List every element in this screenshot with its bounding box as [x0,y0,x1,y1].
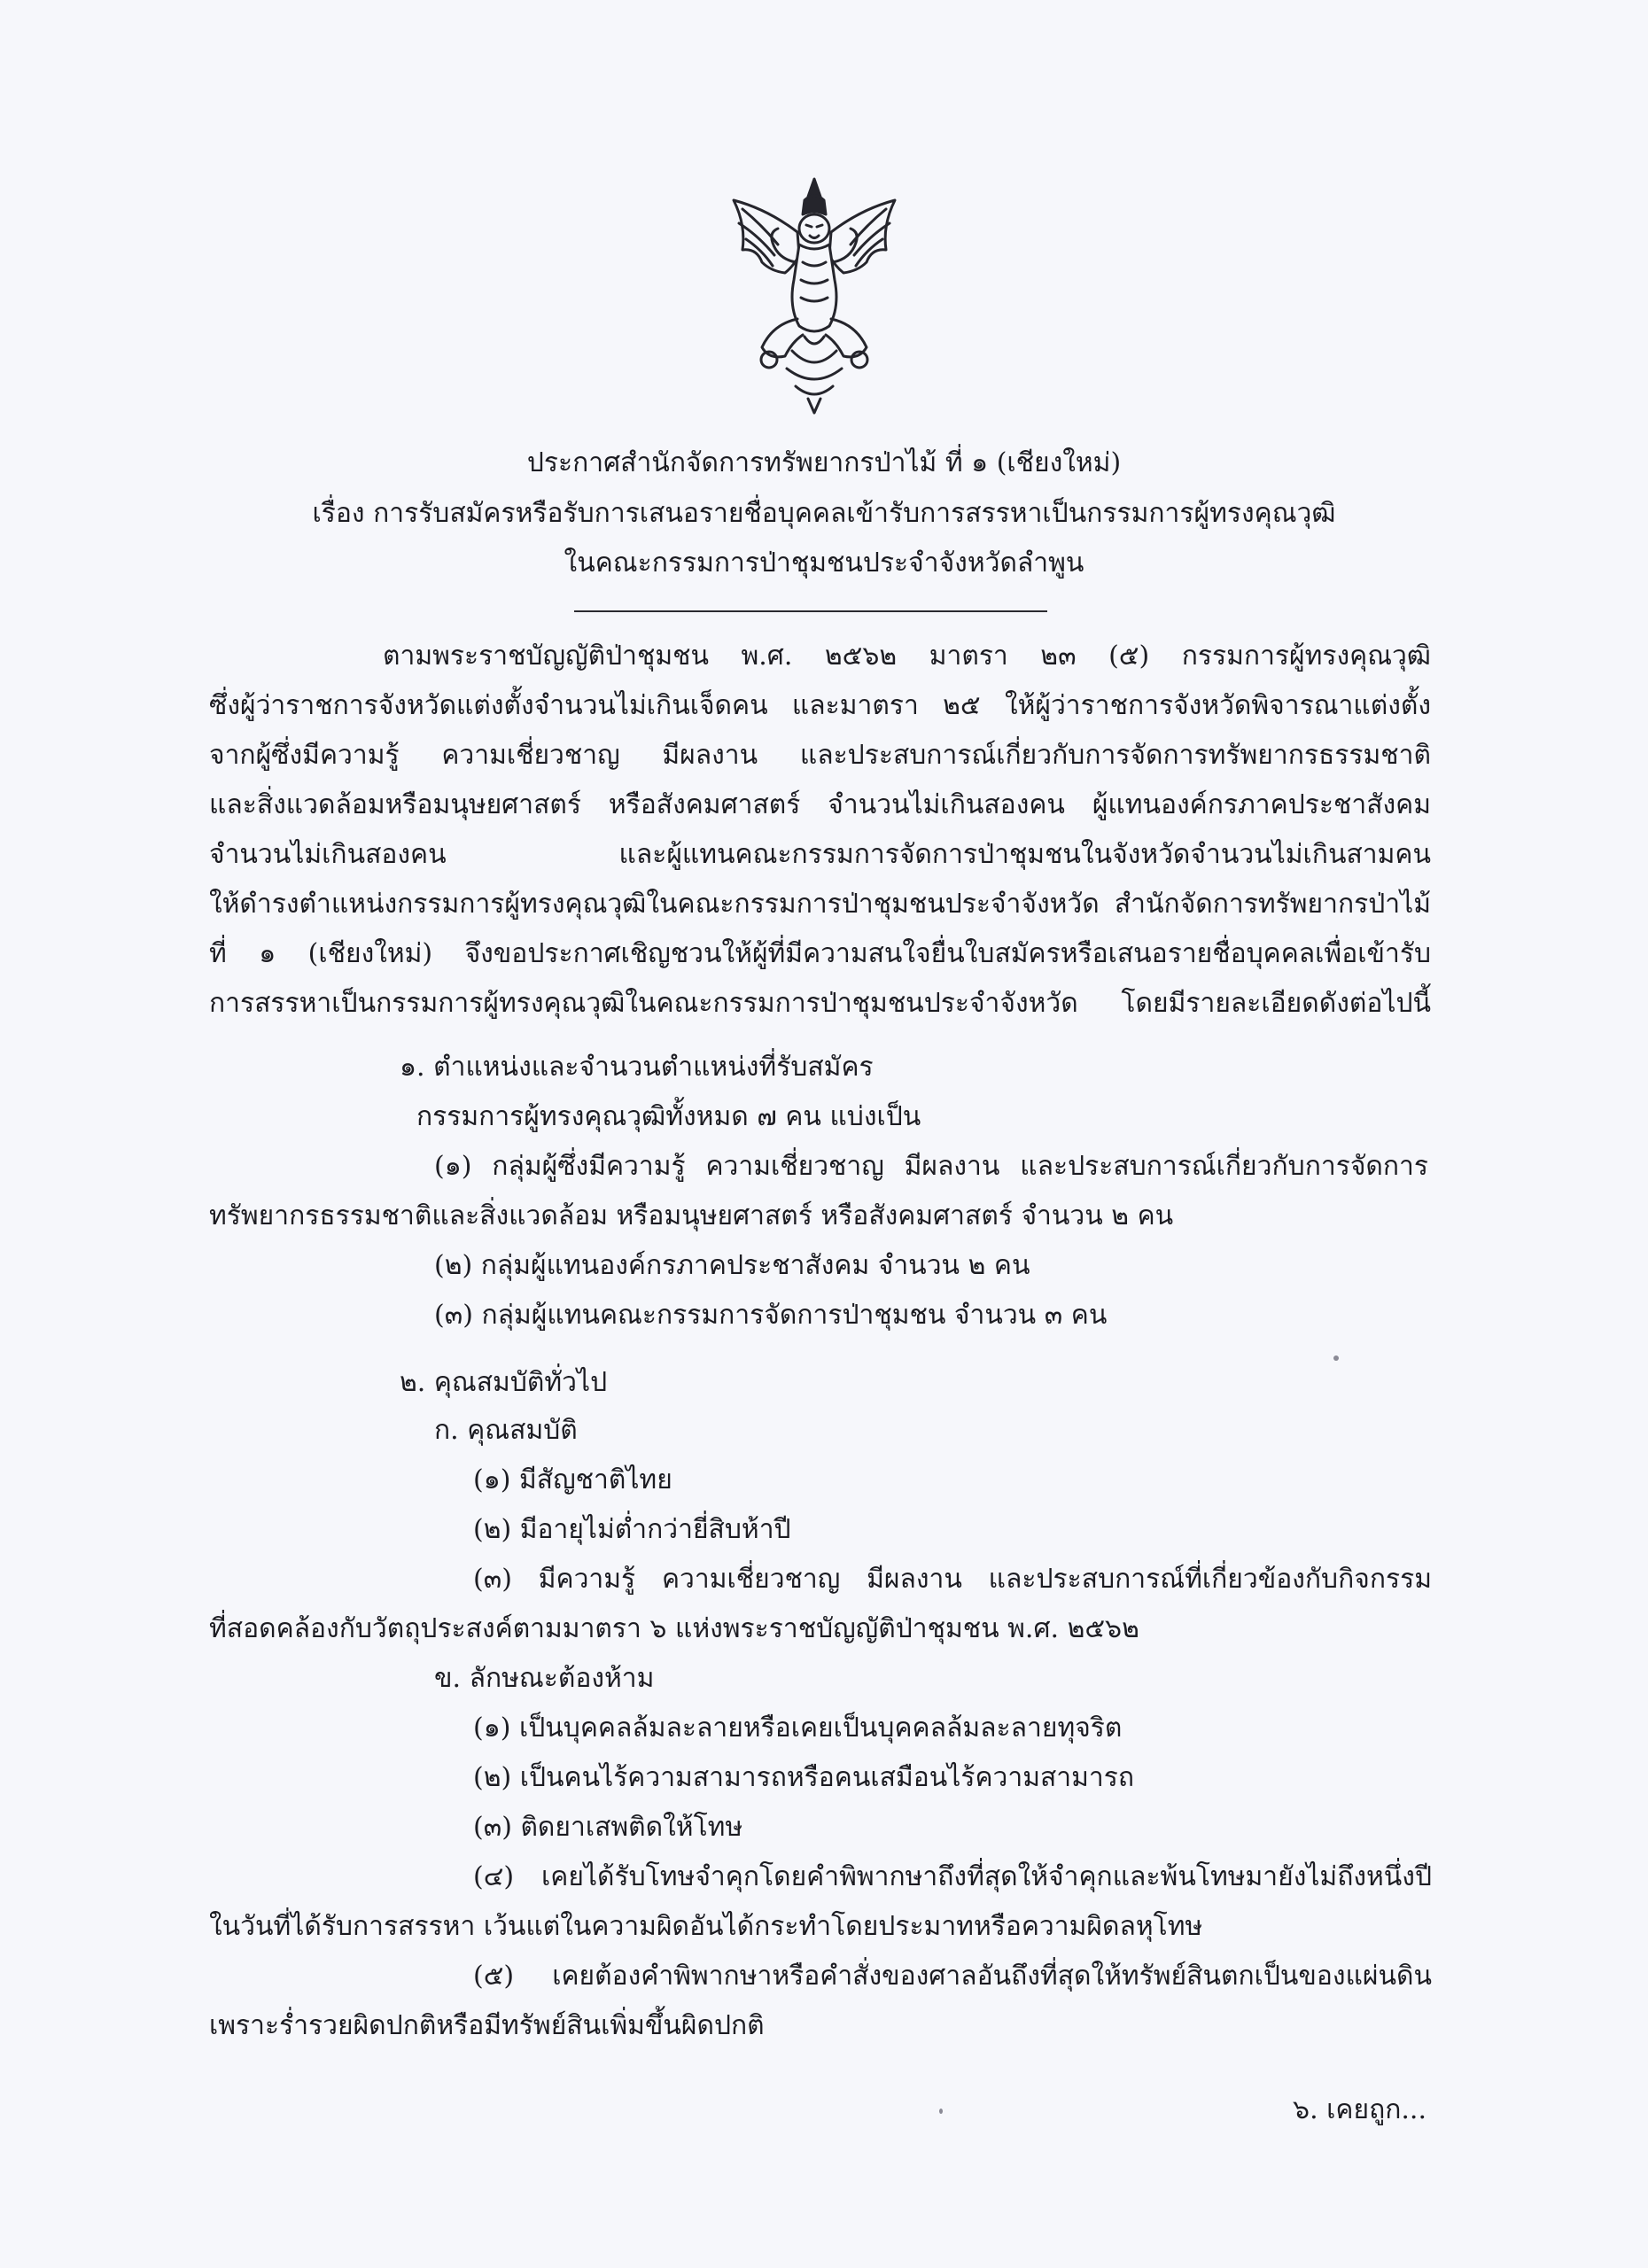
announcement-title: ประกาศสำนักจัดการทรัพยากรป่าไม้ ที่ ๑ (เชียงใหม่) [526,447,1122,478]
scan-speck [1333,1355,1339,1361]
announcement-committee: ในคณะกรรมการป่าชุมชนประจำจังหวัดลำพูน [564,548,1084,579]
page-continuation: ๖. เคยถูก... [1293,2094,1426,2125]
list-item: (๑) กลุ่มผู้ซึ่งมีความรู้ ความเชี่ยวชาญ มีผลงาน และประสบการณ์เกี่ยวกับการจัดการ [434,1151,1428,1182]
list-item: (๒) มีอายุไม่ต่ำกว่ายี่สิบห้าปี [473,1514,791,1545]
list-item-continued: ทรัพยากรธรรมชาติและสิ่งแวดล้อม หรือมนุษยศาสตร์ หรือสังคมศาสตร์ จำนวน ๒ คน [209,1200,1174,1231]
list-item: (๑) มีสัญชาติไทย [473,1464,672,1495]
section-subheading: ก. คุณสมบัติ [434,1415,578,1446]
intro-line: จำนวนไม่เกินสองคน และผู้แทนคณะกรรมการจัดการป่าชุมชนในจังหวัดจำนวนไม่เกินสามคน [209,839,1431,870]
list-item: (๔) เคยได้รับโทษจำคุกโดยคำพิพากษาถึงที่สุดให้จำคุกและพ้นโทษมายังไม่ถึงหนึ่งปี [473,1861,1432,1892]
section-heading: ๑. ตำแหน่งและจำนวนตำแหน่งที่รับสมัคร [400,1052,874,1083]
list-item: (๓) กลุ่มผู้แทนคณะกรรมการจัดการป่าชุมชน จำนวน ๓ คน [434,1300,1108,1331]
list-item-continued: ที่สอดคล้องกับวัตถุประสงค์ตามมาตรา ๖ แห่งพระราชบัญญัติป่าชุมชน พ.ศ. ๒๕๖๒ [209,1613,1139,1644]
intro-line: ซึ่งผู้ว่าราชการจังหวัดแต่งตั้งจำนวนไม่เกินเจ็ดคน และมาตรา ๒๕ ให้ผู้ว่าราชการจังหวัดพิจารณาแต่งตั้ง [209,690,1431,721]
intro-line: การสรรหาเป็นกรรมการผู้ทรงคุณวุฒิในคณะกรรมการป่าชุมชนประจำจังหวัด โดยมีรายละเอียดดังต่อไปนี้ [209,988,1431,1019]
scan-speck [939,2109,943,2114]
intro-line: ให้ดำรงตำแหน่งกรรมการผู้ทรงคุณวุฒิในคณะกรรมการป่าชุมชนประจำจังหวัด สำนักจัดการทรัพยากรป่าไม้ [209,889,1431,920]
section-subheading: ข. ลักษณะต้องห้าม [434,1663,655,1694]
header-divider [574,610,1047,612]
list-item: (๒) เป็นคนไร้ความสามารถหรือคนเสมือนไร้ความสามารถ [473,1762,1135,1793]
intro-line: ที่ ๑ (เชียงใหม่) จึงขอประกาศเชิญชวนให้ผู้ที่มีความสนใจยื่นใบสมัครหรือเสนอรายชื่อบุคคลเพื่อเข้ารับ [209,938,1431,969]
list-item: (๓) ติดยาเสพติดให้โทษ [473,1812,743,1843]
list-item: (๕) เคยต้องคำพิพากษาหรือคำสั่งของศาลอันถึงที่สุดให้ทรัพย์สินตกเป็นของแผ่นดิน [473,1961,1432,1992]
list-item: (๒) กลุ่มผู้แทนองค์กรภาคประชาสังคม จำนวน ๒ คน [434,1250,1030,1281]
list-item-continued: เพราะร่ำรวยผิดปกติหรือมีทรัพย์สินเพิ่มขึ้นผิดปกติ [209,2010,765,2041]
intro-line: และสิ่งแวดล้อมหรือมนุษยศาสตร์ หรือสังคมศาสตร์ จำนวนไม่เกินสองคน ผู้แทนองค์กรภาคประชาสังคม [209,789,1431,820]
announcement-subject: เรื่อง การรับสมัครหรือรับการเสนอรายชื่อบุคคลเข้ารับการสรรหาเป็นกรรมการผู้ทรงคุณวุฒิ [312,498,1336,529]
list-item-continued: ในวันที่ได้รับการสรรหา เว้นแต่ในความผิดอันได้กระทำโดยประมาทหรือความผิดลหุโทษ [209,1911,1203,1942]
list-item: (๑) เป็นบุคคลล้มละลายหรือเคยเป็นบุคคลล้มละลายทุจริต [473,1713,1123,1744]
intro-line: ตามพระราชบัญญัติป่าชุมชน พ.ศ. ๒๕๖๒ มาตรา ๒๓ (๕) กรรมการผู้ทรงคุณวุฒิ [383,641,1431,672]
list-item: (๓) มีความรู้ ความเชี่ยวชาญ มีผลงาน และประสบการณ์ที่เกี่ยวข้องกับกิจกรรม [473,1564,1432,1595]
garuda-emblem-icon [716,174,913,418]
section-subheading: กรรมการผู้ทรงคุณวุฒิทั้งหมด ๗ คน แบ่งเป็น [416,1101,921,1132]
section-heading: ๒. คุณสมบัติทั่วไป [400,1367,608,1398]
intro-line: จากผู้ซึ่งมีความรู้ ความเชี่ยวชาญ มีผลงาน และประสบการณ์เกี่ยวกับการจัดการทรัพยากรธรรมชาติ [209,740,1431,771]
